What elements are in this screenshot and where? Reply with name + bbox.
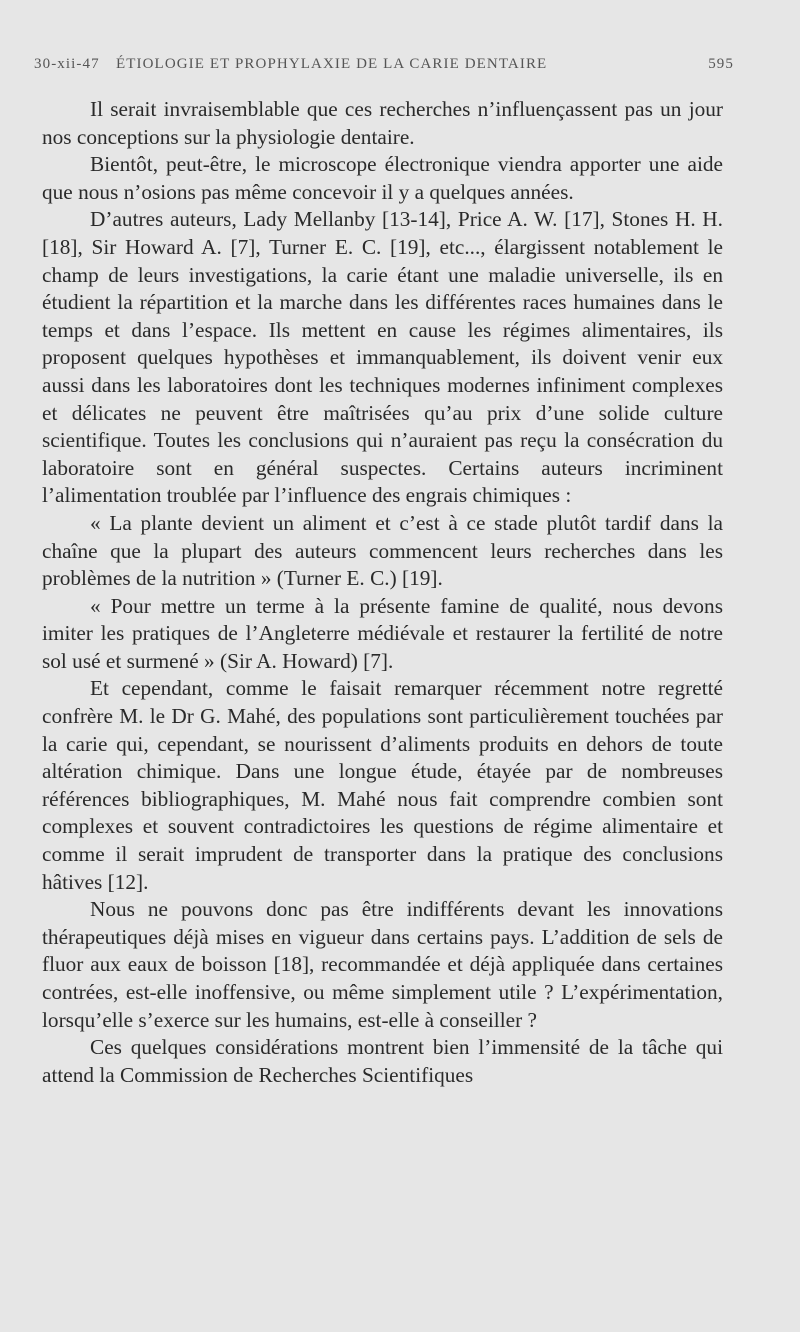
- quotation-paragraph: « La plante devient un aliment et c’est à ce stade plutôt tardif dans la chaîne que la plupart des auteurs commencent leurs recherches dans les problèmes de la nutrition » (Turner E. C.) [19].: [42, 510, 723, 591]
- header-date: 30-xii-47: [34, 56, 100, 72]
- paragraph: Ces quelques considérations montrent bien l’immensité de la tâche qui attend la Commission de Recherches Scientifiques: [42, 1035, 723, 1087]
- quotation-paragraph: « Pour mettre un terme à la présente famine de qualité, nous devons imiter les pratiques de l’Angleterre médiévale et restaurer la fertilité de notre sol usé et surmené » (Sir A. Howard) [7].: [42, 593, 723, 673]
- paragraph: Il serait invraisemblable que ces recherches n’influençassent pas un jour nos conceptions sur la physiologie dentaire.: [42, 97, 723, 149]
- paragraph: D’autres auteurs, Lady Mellanby [13-14], Price A. W. [17], Stones H. H. [18], Sir Howard A. [7], Turner E. C. [19], etc..., élargissent notablement le champ de leurs investigations, la carie étant une maladie universelle, ils en étudient la répartition et la marche dans les différentes races humaines dans le temps et dans l’espace. Ils mettent en cause les régimes alimentaires, ils proposent quelques hypothèses et immanquablement, ils doivent venir eux aussi dans les laboratoires dont les techniques modernes infiniment complexes et délicates ne peuvent être maîtrisées qu’au prix d’une solide culture scientifique. Toutes les conclusions qui n’auraient pas reçu la consécration du laboratoire sont en général suspectes. Certains auteurs incriminent l’alimentation troublée par l’influence des engrais chimiques :: [42, 207, 723, 508]
- header-title: ÉTIOLOGIE ET PROPHYLAXIE DE LA CARIE DENTAIRE: [116, 56, 548, 72]
- body-text: [42, 96, 723, 1089]
- paragraph: Et cependant, comme le faisait remarquer récemment notre regretté confrère M. le Dr G. Mahé, des populations sont particulièrement touchées par la carie qui, cependant, se nourissent d’aliments produits en dehors de toute altération chimique. Dans une longue étude, étayée par de nombreuses références bibliographiques, M. Mahé nous fait comprendre combien sont complexes et souvent contradictoires les questions de régime alimentaire et comme il serait imprudent de transporter dans la pratique des conclusions hâtives [12].: [42, 676, 723, 894]
- paragraph: Nous ne pouvons donc pas être indifférents devant les innovations thérapeutiques déjà mises en vigueur dans certains pays. L’addition de sels de fluor aux eaux de boisson [18], recommandée et déjà appliquée dans certaines contrées, est-elle inoffensive, ou même simplement utile ? L’expérimentation, lorsqu’elle s’exerce sur les humains, est-elle à conseiller ?: [42, 897, 723, 1032]
- page-number: 595: [708, 56, 734, 72]
- running-header: [34, 56, 734, 78]
- paragraph: Bientôt, peut-être, le microscope électronique viendra apporter une aide que nous n’osions pas même concevoir il y a quelques années.: [42, 152, 723, 204]
